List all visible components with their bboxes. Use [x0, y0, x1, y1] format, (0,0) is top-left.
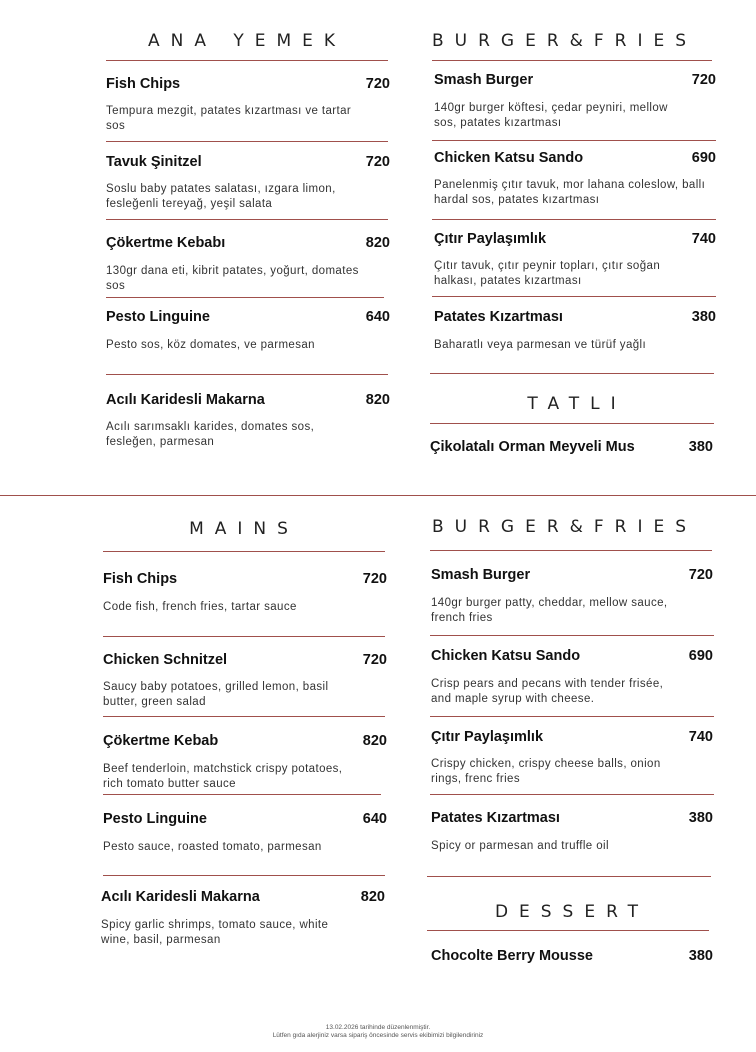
menu-item-price: 720: [365, 154, 390, 170]
menu-item-name: Smash Burger: [431, 567, 531, 583]
divider: [106, 219, 388, 220]
menu-item-description: Tempura mezgit, patates kızartması ve tartar sos: [106, 105, 352, 132]
section-heading-burger-fries: BURGER&FRIES: [432, 31, 698, 51]
section-heading-tatli: TATLI: [527, 394, 627, 414]
divider: [103, 716, 385, 717]
menu-item-name: Acılı Karidesli Makarna: [101, 889, 260, 905]
footer-edit-date: 13.02.2026 tarihinde düzenlenmiştir.: [325, 1024, 431, 1031]
divider: [430, 635, 714, 636]
menu-item-description: Crispy chicken, crispy cheese balls, onion rings, frenc fries: [431, 758, 661, 785]
menu-item-description: Saucy baby potatoes, grilled lemon, basil butter, green salad: [103, 681, 329, 708]
menu-item-description: Pesto sauce, roasted tomato, parmesan: [103, 841, 322, 853]
menu-item-name: Pesto Linguine: [103, 811, 207, 827]
menu-item-description: Baharatlı veya parmesan ve türüf yağlı: [434, 339, 647, 351]
menu-item-price: 720: [688, 567, 713, 583]
menu-item-description: Beef tenderloin, matchstick crispy potatoes, rich tomato butter sauce: [103, 763, 343, 790]
menu-item-description: 140gr burger patty, cheddar, mellow sauce, french fries: [431, 597, 668, 624]
divider: [432, 60, 712, 61]
menu-item-price: 690: [691, 150, 716, 166]
menu-item-description: Acılı sarımsaklı karides, domates sos, fesleğen, parmesan: [106, 421, 315, 448]
divider: [106, 374, 388, 375]
menu-item-name: Çıtır Paylaşımlık: [434, 231, 547, 247]
menu-item-name: Chicken Schnitzel: [103, 652, 228, 668]
divider: [106, 297, 384, 298]
divider: [432, 296, 716, 297]
divider: [432, 140, 716, 141]
menu-item-description: Çıtır tavuk, çıtır peynir topları, çıtır soğan halkası, patates kızartması: [434, 260, 661, 287]
menu-item-description: Spicy garlic shrimps, tomato sauce, white wine, basil, parmesan: [101, 919, 329, 946]
menu-item-price: 380: [688, 810, 713, 826]
menu-item-name: Fish Chips: [106, 76, 181, 92]
divider: [430, 373, 714, 374]
dessert-item-price: 380: [688, 439, 713, 455]
menu-item-name: Tavuk Şinitzel: [106, 154, 202, 170]
menu-item-price: 690: [688, 648, 713, 664]
menu-item-price: 720: [365, 76, 390, 92]
menu-item-price: 720: [691, 72, 716, 88]
menu-item-description: Soslu baby patates salatası, ızgara limon, fesleğenli tereyağ, yeşil salata: [106, 183, 336, 210]
divider: [430, 716, 714, 717]
menu-item-price: 380: [691, 309, 716, 325]
menu-item-name: Çıtır Paylaşımlık: [431, 729, 544, 745]
menu-item-price: 720: [362, 571, 387, 587]
divider: [106, 141, 388, 142]
menu-item-name: Patates Kızartması: [431, 810, 560, 826]
menu-item-description: Crisp pears and pecans with tender frisée, and maple syrup with cheese.: [431, 678, 664, 705]
menu-item-price: 720: [362, 652, 387, 668]
menu-item-name: Chicken Katsu Sando: [431, 648, 581, 664]
menu-item-price: 820: [360, 889, 385, 905]
dessert-item-name: Chocolte Berry Mousse: [431, 948, 593, 964]
divider: [427, 876, 711, 877]
menu-item-name: Çökertme Kebabı: [106, 235, 226, 251]
menu-item-description: 140gr burger köftesi, çedar peyniri, mellow sos, patates kızartması: [434, 102, 668, 129]
divider: [430, 794, 714, 795]
menu-item-price: 820: [365, 235, 390, 251]
menu-item-name: Acılı Karidesli Makarna: [106, 392, 265, 408]
dessert-item-name: Çikolatalı Orman Meyveli Mus: [430, 439, 635, 455]
section-heading-ana-yemek: ANA YEMEK: [147, 31, 347, 51]
menu-item-description: Code fish, french fries, tartar sauce: [103, 601, 297, 613]
menu-item-description: 130gr dana eti, kibrit patates, yoğurt, domates sos: [106, 265, 359, 292]
menu-item-price: 640: [362, 811, 387, 827]
footer-allergy-note: Lütfen gıda alerjiniz varsa sipariş öncesinde servis ekibimizi bilgilendiriniz: [272, 1032, 484, 1039]
divider: [103, 875, 385, 876]
menu-item-name: Fish Chips: [103, 571, 178, 587]
divider: [103, 794, 381, 795]
menu-item-description: Spicy or parmesan and truffle oil: [431, 840, 609, 852]
menu-item-price: 740: [691, 231, 716, 247]
divider: [103, 636, 385, 637]
menu-item-name: Patates Kızartması: [434, 309, 563, 325]
dessert-item-price: 380: [688, 948, 713, 964]
divider: [430, 550, 712, 551]
menu-item-name: Çökertme Kebab: [103, 733, 219, 749]
menu-item-price: 640: [365, 309, 390, 325]
divider: [430, 423, 714, 424]
divider: [103, 551, 385, 552]
section-heading-dessert: DESSERT: [494, 902, 650, 922]
page-divider: [0, 495, 756, 496]
menu-item-price: 740: [688, 729, 713, 745]
menu-item-description: Panelenmiş çıtır tavuk, mor lahana coleslow, ballı hardal sos, patates kızartması: [434, 179, 706, 206]
section-heading-mains: MAINS: [189, 519, 299, 539]
divider: [432, 219, 716, 220]
menu-item-name: Chicken Katsu Sando: [434, 150, 584, 166]
menu-item-name: Smash Burger: [434, 72, 534, 88]
menu-item-description: Pesto sos, köz domates, ve parmesan: [106, 339, 315, 351]
menu-item-name: Pesto Linguine: [106, 309, 210, 325]
divider: [106, 60, 388, 61]
menu-item-price: 820: [365, 392, 390, 408]
divider: [427, 930, 709, 931]
menu-item-price: 820: [362, 733, 387, 749]
section-heading-burger-fries: BURGER&FRIES: [432, 517, 698, 537]
